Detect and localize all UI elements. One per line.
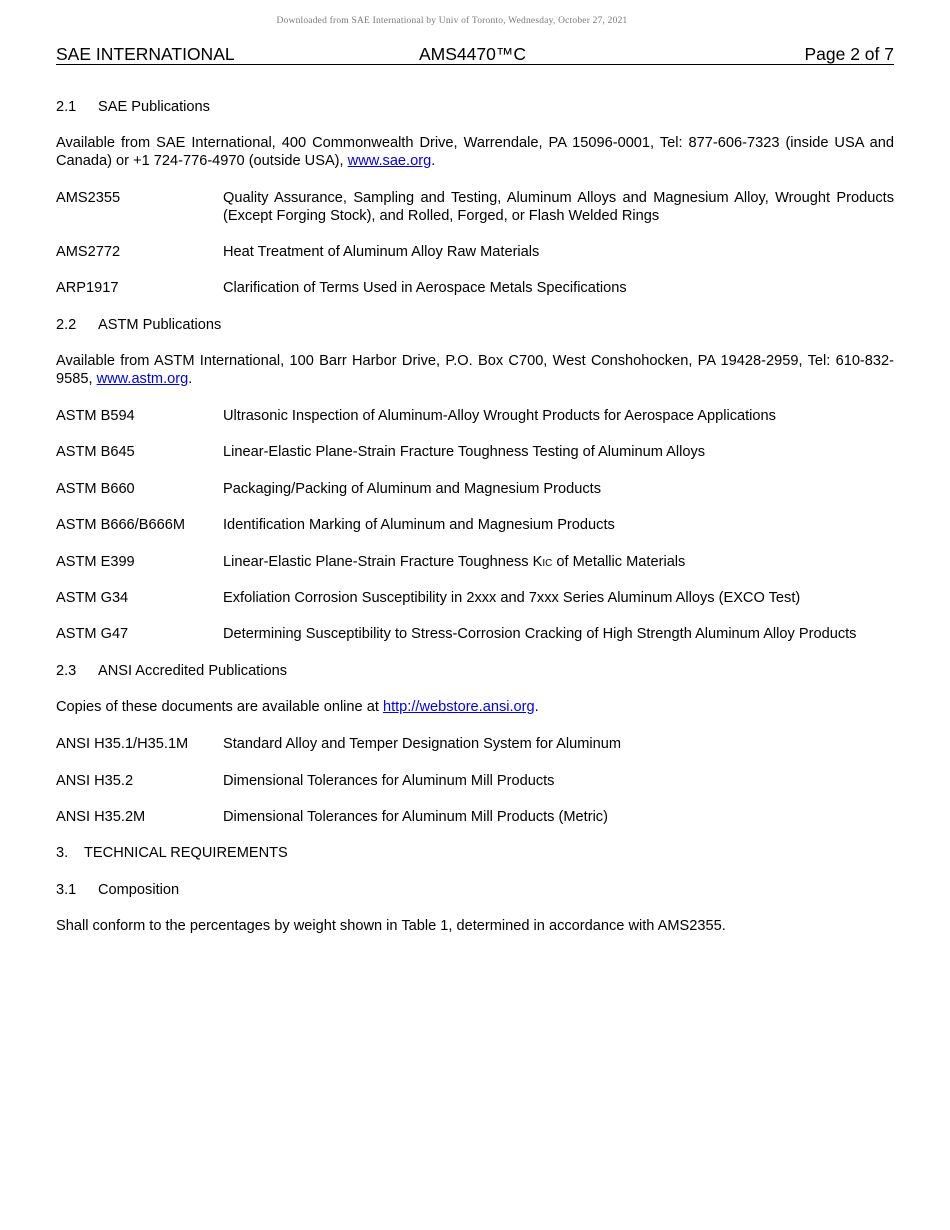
- section-number: 2.3: [56, 663, 77, 679]
- reference-item: [56, 589, 894, 607]
- section-2-3-heading: [56, 662, 894, 680]
- reference-item: [56, 243, 894, 261]
- section-3-heading: [56, 844, 894, 862]
- reference-code: ANSI H35.2M: [56, 809, 146, 825]
- reference-item: [56, 189, 894, 225]
- section-number: 3.: [56, 845, 69, 861]
- reference-item: [56, 735, 894, 753]
- reference-description: Linear-Elastic Plane-Strain Fracture Toughness Testing of Aluminum Alloys: [223, 444, 706, 460]
- reference-description: Linear-Elastic Plane-Strain Fracture Toughness KIC of Metallic Materials: [223, 554, 686, 570]
- reference-code: ARP1917: [56, 280, 119, 296]
- reference-description: Dimensional Tolerances for Aluminum Mill Products: [223, 773, 555, 789]
- reference-code: ASTM B594: [56, 408, 135, 424]
- reference-description: Standard Alloy and Temper Designation System for Aluminum: [223, 736, 622, 752]
- section-title: Composition: [98, 882, 180, 898]
- section-2-1-heading: [56, 98, 894, 116]
- reference-description: Determining Susceptibility to Stress-Corrosion Cracking of High Strength Aluminum Alloy Products: [223, 626, 857, 642]
- reference-code: ASTM G34: [56, 590, 129, 606]
- reference-code: AMS2772: [56, 244, 121, 260]
- reference-code: ANSI H35.2: [56, 773, 134, 789]
- section-number: 2.1: [56, 99, 77, 115]
- section-title: ASTM Publications: [98, 317, 222, 333]
- header-page-number: Page 2 of 7: [804, 44, 894, 64]
- section-number: 3.1: [56, 882, 77, 898]
- reference-description: Exfoliation Corrosion Susceptibility in 2xxx and 7xxx Series Aluminum Alloys (EXCO Test): [223, 590, 801, 606]
- reference-item: [56, 279, 894, 297]
- reference-description: Clarification of Terms Used in Aerospace Metals Specifications: [223, 280, 627, 296]
- reference-description: Heat Treatment of Aluminum Alloy Raw Materials: [223, 244, 540, 260]
- reference-item: [56, 553, 894, 573]
- reference-item: [56, 625, 894, 643]
- reference-item: [56, 407, 894, 425]
- availability-text: Available from ASTM International, 100 Barr Harbor Drive, P.O. Box C700, West Conshohocken, PA 19428-2959, Tel: 610-832-9585,: [56, 353, 894, 387]
- reference-description: Dimensional Tolerances for Aluminum Mill Products (Metric): [223, 809, 608, 825]
- availability-text: Copies of these documents are available online at: [56, 699, 383, 715]
- reference-code: ASTM B645: [56, 444, 135, 460]
- reference-code: AMS2355: [56, 190, 121, 206]
- section-2-2-availability: Available from ASTM International, 100 Barr Harbor Drive, P.O. Box C700, West Conshohocken, PA 19428-2959, Tel: 610-832-9585, www.astm.org.: [56, 353, 894, 387]
- header-organization: SAE INTERNATIONAL: [56, 44, 235, 64]
- section-3-1-text: Shall conform to the percentages by weight shown in Table 1, determined in accordance with AMS2355.: [56, 918, 726, 934]
- ansi-webstore-link[interactable]: http://webstore.ansi.org: [382, 699, 535, 715]
- section-3-1-heading: [56, 881, 894, 899]
- sae-website-link[interactable]: www.sae.org: [347, 153, 432, 169]
- section-title: SAE Publications: [98, 99, 210, 115]
- astm-website-link[interactable]: www.astm.org: [96, 371, 189, 387]
- reference-code: ASTM B666/B666M: [56, 517, 185, 533]
- reference-item: [56, 516, 894, 534]
- reference-item: [56, 772, 894, 790]
- section-2-2-heading: [56, 316, 894, 334]
- header-document-number: AMS4470™C: [419, 44, 526, 64]
- reference-description: Identification Marking of Aluminum and Magnesium Products: [223, 517, 615, 533]
- subscript: IC: [542, 558, 553, 569]
- section-2-3-availability: Copies of these documents are available online at http://webstore.ansi.org.: [56, 699, 539, 715]
- section-2-1-availability: Available from SAE International, 400 Commonwealth Drive, Warrendale, PA 15096-0001, Tel: 877-606-7323 (inside USA and Canada) or +1 724-776-4970 (outside USA), www.sae.org.: [56, 135, 894, 169]
- reference-description: Quality Assurance, Sampling and Testing, Aluminum Alloys and Magnesium Alloy, Wrought Products (Except Forging Stock), and Rolled, Forged, or Flash Welded Rings: [223, 190, 894, 224]
- page-header: [56, 44, 894, 65]
- availability-text: Available from SAE International, 400 Commonwealth Drive, Warrendale, PA 15096-0001, Tel: 877-606-7323 (inside USA and Canada) or +1 724-776-4970 (outside USA),: [56, 135, 894, 169]
- reference-code: ANSI H35.1/H35.1M: [56, 736, 189, 752]
- reference-description: Packaging/Packing of Aluminum and Magnesium Products: [223, 481, 602, 497]
- reference-code: ASTM B660: [56, 481, 135, 497]
- reference-item: [56, 808, 894, 826]
- reference-code: ASTM G47: [56, 626, 129, 642]
- reference-code: ASTM E399: [56, 554, 135, 570]
- download-watermark: Downloaded from SAE International by Univ of Toronto, Wednesday, October 27, 2021: [276, 16, 628, 26]
- reference-item: [56, 480, 894, 498]
- section-number: 2.2: [56, 317, 77, 333]
- reference-item: [56, 443, 894, 461]
- section-title: TECHNICAL REQUIREMENTS: [84, 845, 288, 861]
- section-title: ANSI Accredited Publications: [98, 663, 288, 679]
- reference-description: Ultrasonic Inspection of Aluminum-Alloy Wrought Products for Aerospace Applications: [223, 408, 776, 424]
